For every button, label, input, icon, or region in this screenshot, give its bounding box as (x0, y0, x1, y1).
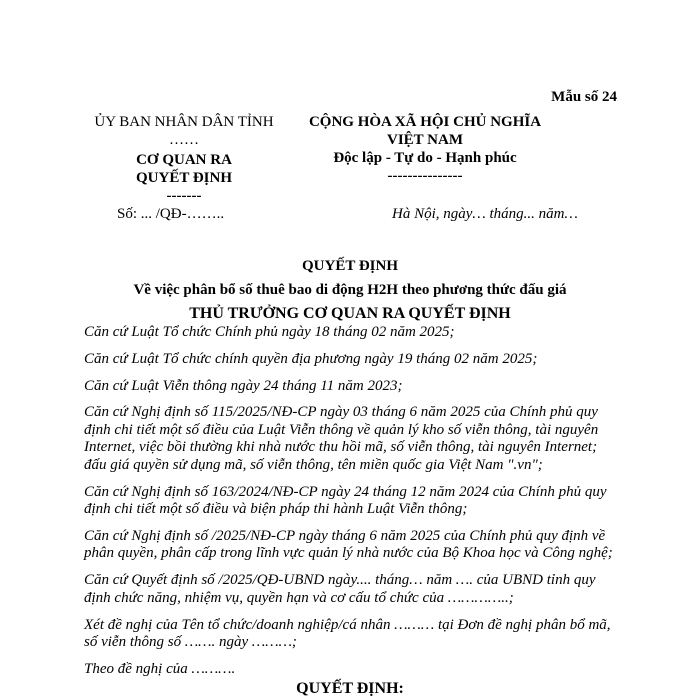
committee-dots: …… (169, 132, 199, 148)
basis-item: Căn cứ Luật Tổ chức chính quyền địa phương ngày 19 tháng 02 năm 2025; (84, 350, 538, 367)
title-block (80, 254, 620, 326)
national-motto: Độc lập - Tự do - Hạnh phúc (333, 150, 517, 166)
basis-item: Xét đề nghị của Tên tổ chức/doanh nghiệp/cá nhân ……… tại Đơn đề nghị phân bổ mã, số viễn thông số ……. ngày ………; (84, 616, 611, 651)
document-title: QUYẾT ĐỊNH (302, 258, 398, 274)
left-divider: ------- (166, 188, 202, 204)
document-subject: Về việc phân bổ số thuê bao di động H2H theo phương thức đấu giá (133, 282, 567, 298)
right-divider: --------------- (387, 168, 463, 184)
legal-basis-list (84, 324, 620, 688)
decision-heading: QUYẾT ĐỊNH: (296, 680, 404, 697)
basis-item: Căn cứ Nghị định số /2025/NĐ-CP ngày tháng 6 năm 2025 của Chính phủ quy định về phân quyền, phân cấp trong lĩnh vực quản lý nhà nước của Bộ Khoa học và Công nghệ; (84, 527, 613, 562)
place-date: Hà Nội, ngày… tháng... năm… (392, 206, 578, 222)
issuing-agency-header (64, 113, 304, 205)
committee-name: ỦY BAN NHÂN DÂN TỈNH (94, 114, 274, 130)
nation-name: CỘNG HÒA XÃ HỘI CHỦ NGHĨA VIỆT NAM (308, 114, 542, 148)
form-number: Mẫu số 24 (551, 89, 617, 105)
basis-item: Theo đề nghị của ………. (84, 660, 236, 677)
document-number: Số: ... /QĐ-…….. (117, 206, 225, 222)
agency-name: CƠ QUAN RA QUYẾT ĐỊNH (136, 152, 232, 186)
basis-item: Căn cứ Quyết định số /2025/QĐ-UBND ngày.... tháng… năm …. của UBND tỉnh quy định chức năng, nhiệm vụ, quyền hạn và cơ cấu tổ chức của …………..; (84, 572, 596, 606)
issuing-authority: THỦ TRƯỞNG CƠ QUAN RA QUYẾT ĐỊNH (189, 305, 511, 322)
basis-item: Căn cứ Luật Tổ chức Chính phủ ngày 18 tháng 02 năm 2025; (84, 324, 455, 340)
basis-item: Căn cứ Nghị định số 163/2024/NĐ-CP ngày 24 tháng 12 năm 2024 của Chính phủ quy định chi tiết một số điều và biện pháp thi hành Luật Viễn thông; (84, 483, 607, 518)
basis-item: Căn cứ Nghị định số 115/2025/NĐ-CP ngày 03 tháng 6 năm 2025 của Chính phủ quy định chi tiết một số điều của Luật Viễn thông về quản lý kho số viễn thông, tài nguyên Internet, việc bồi thường khi nhà nước thu hồi mã, số viễn thông, tài nguyên Internet; đấu giá quyền sử dụng mã, số viễn thông, tên miền quốc gia Việt Nam ".vn"; (84, 404, 599, 473)
basis-item: Căn cứ Luật Viễn thông ngày 24 tháng 11 năm 2023; (84, 377, 403, 394)
national-header (282, 113, 568, 185)
